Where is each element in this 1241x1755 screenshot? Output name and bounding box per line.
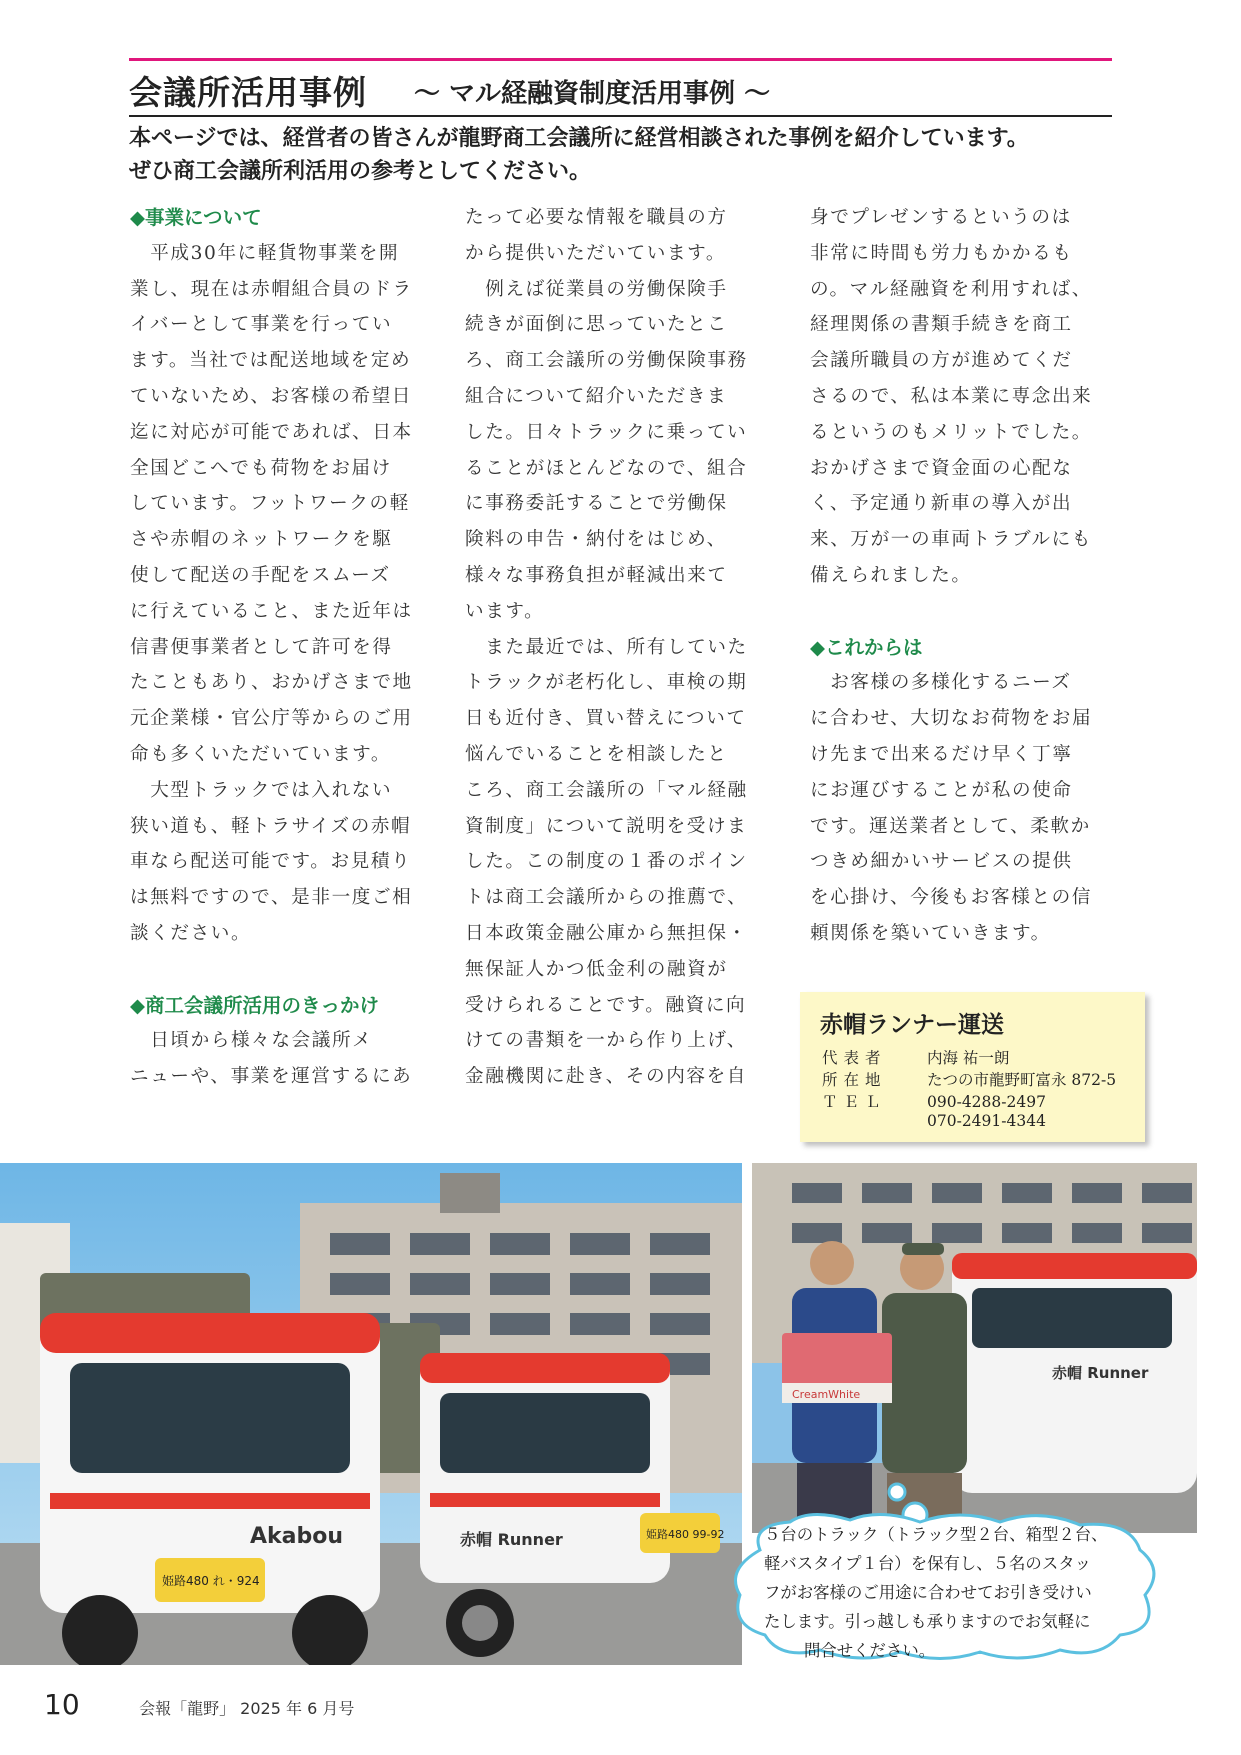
text-line: トラックが老朽化し、車検の期 — [465, 672, 748, 694]
text-line: 資制度」について説明を受けま — [465, 815, 748, 837]
box-label: CreamWhite — [792, 1388, 861, 1401]
text-line: 命も多くいただいています。 — [130, 743, 392, 765]
rep-value: 内海 祐一朗 — [927, 1049, 1010, 1067]
page-header — [129, 58, 1112, 117]
text-line: から提供いただいています。 — [465, 242, 727, 264]
bubble-line: たします。引っ越しも承りますのでお気軽に — [764, 1612, 1091, 1631]
intro-text — [129, 122, 1119, 188]
text-line: 様々な事務負担が軽減出来て — [465, 564, 728, 586]
text-line: ることがほとんどなので、組合 — [465, 457, 748, 479]
text-line: した。日々トラックに乗ってい — [465, 421, 748, 443]
plate-right: 姫路480 99-92 — [646, 1528, 725, 1541]
text-line: は無料ですので、是非一度ご相 — [130, 887, 413, 909]
trucks-photo — [0, 1163, 742, 1665]
address-value: たつの市龍野町富永 872-5 — [927, 1071, 1117, 1089]
rep-label: 代表者 — [822, 1049, 887, 1067]
text-line: け先まで出来るだけ早く丁寧 — [810, 743, 1073, 765]
page-number: 10 — [44, 1688, 80, 1721]
text-line: 続きが面倒に思っていたとこ — [465, 314, 728, 336]
text-line: 使して配送の手配をスムーズ — [130, 564, 391, 586]
intro-line: ぜひ商工会議所利活用の参考としてください。 — [129, 159, 592, 184]
text-line: に事務委託することで労働保 — [465, 493, 728, 515]
text-line: 信書便事業者として許可を得 — [130, 636, 393, 658]
text-line: ていないため、お客様の希望日 — [130, 385, 412, 407]
text-line: 身でプレゼンするというのは — [810, 207, 1072, 228]
text-line: に行えていること、また近年は — [130, 600, 413, 622]
text-line: さや赤帽のネットワークを駆 — [130, 529, 393, 551]
company-tel-row-2 — [822, 1112, 1046, 1130]
company-address-row — [822, 1068, 1116, 1090]
text-line: にお運びすることが私の使命 — [810, 779, 1073, 801]
publication-info: 会報「龍野」 2025 年 6 月号 — [139, 1699, 355, 1718]
text-line: く、予定通り新車の導入が出 — [810, 493, 1073, 515]
text-line: さるので、私は本業に専念出来 — [810, 385, 1093, 407]
text-line: 日頃から様々な会議所メ — [130, 1030, 373, 1052]
paragraph — [130, 236, 440, 773]
article-column-3 — [810, 200, 1120, 952]
paragraph — [130, 773, 440, 952]
text-line: 来、万が一の車両トラブルにも — [810, 529, 1092, 551]
company-info-box — [800, 992, 1145, 1142]
paragraph — [465, 200, 775, 272]
text-line: に合わせ、大切なお荷物をお届 — [810, 708, 1093, 730]
text-line: です。運送業者として、柔軟か — [810, 815, 1091, 837]
text-line: 無保証人かつ低金利の融資が — [465, 958, 728, 980]
company-tel-row — [822, 1090, 1046, 1112]
article-column-2 — [465, 200, 775, 1095]
address-label: 所在地 — [822, 1071, 887, 1089]
bubble-line: ５台のトラック（トラック型２台、箱型２台、 — [764, 1525, 1108, 1544]
text-line: 車なら配送可能です。お見積り — [130, 851, 412, 873]
paragraph — [465, 630, 775, 1095]
page-footer — [44, 1688, 354, 1721]
text-line: ろ、商工会議所の労働保険事務 — [465, 350, 748, 372]
text-line: 備えられました。 — [810, 564, 972, 586]
text-line: しています。フットワークの軽 — [130, 493, 410, 515]
truck-door-text: 赤帽 Runner — [460, 1530, 563, 1549]
text-line: 険料の申告・納付をはじめ、 — [465, 529, 727, 551]
text-line: います。 — [465, 600, 545, 622]
text-line: 業し、現在は赤帽組合員のドラ — [130, 278, 413, 300]
text-line: けての書類を一から作り上げ、 — [465, 1030, 747, 1052]
text-line: 平成30年に軽貨物事業を開 — [130, 242, 400, 264]
section-heading-business: ◆事業について — [130, 206, 262, 229]
text-line: 元企業様・官公庁等からのご用 — [130, 708, 413, 730]
text-line: 受けられることです。融資に向 — [465, 994, 747, 1016]
text-line: たって必要な情報を職員の方 — [465, 207, 728, 228]
text-line: 大型トラックでは入れない — [130, 779, 393, 801]
text-line: つきめ細かいサービスの提供 — [810, 851, 1073, 873]
text-line: おかげさまで資金面の心配な — [810, 457, 1073, 479]
company-name: 赤帽ランナー運送 — [820, 1011, 1004, 1038]
text-line: イバーとして事業を行ってい — [130, 314, 393, 336]
text-line: 例えば従業員の労働保険手 — [465, 278, 728, 300]
text-line: ます。当社では配送地域を定め — [130, 350, 412, 372]
text-line: の。マル経融資を利用すれば、 — [810, 278, 1092, 300]
bubble-caption — [764, 1520, 1164, 1665]
text-line: 会議所職員の方が進めてくだ — [810, 350, 1073, 372]
text-line: 日も近付き、買い替えについて — [465, 708, 747, 730]
paragraph — [130, 1023, 440, 1095]
text-line: お客様の多様化するニーズ — [810, 672, 1072, 694]
tel-label: ＴＥＬ — [822, 1093, 887, 1111]
text-line: トは商工会議所からの推薦で、 — [465, 887, 748, 909]
text-line: を心掛け、今後もお客様との信 — [810, 887, 1092, 909]
section-heading-future: ◆これからは — [810, 635, 923, 659]
paragraph — [465, 272, 775, 630]
text-line: ころ、商工会議所の「マル経融 — [465, 779, 748, 801]
text-line: 組合について紹介いただきま — [465, 385, 728, 407]
text-line: 狭い道も、軽トラサイズの赤帽 — [130, 815, 412, 837]
bubble-line: 問合せください。 — [804, 1641, 936, 1660]
bubble-line: 軽バスタイプ１台）を保有し、５名のスタッ — [764, 1554, 1091, 1573]
article-column-1 — [130, 200, 440, 1095]
text-line: した。この制度の１番のポイン — [465, 851, 748, 873]
truck-brand: Akabou — [250, 1524, 344, 1549]
text-line: たこともあり、おかげさまで地 — [130, 672, 413, 694]
truck-door-text-2: 赤帽 Runner — [1052, 1364, 1149, 1382]
plate-left: 姫路480 れ・924 — [162, 1574, 260, 1588]
text-line: 頼関係を築いていきます。 — [810, 922, 1051, 944]
text-line: ニューや、事業を運営するにあ — [130, 1066, 413, 1088]
text-line: 全国どこへでも荷物をお届け — [130, 457, 392, 479]
text-line: また最近では、所有していた — [465, 636, 748, 658]
text-line: 迄に対応が可能であれば、日本 — [130, 421, 413, 443]
text-line: 非常に時間も労力もかかるも — [810, 242, 1073, 264]
company-rep-row — [822, 1046, 1009, 1068]
bubble-line: フがお客様のご用途に合わせてお引き受けい — [764, 1583, 1092, 1602]
text-line: るというのもメリットでした。 — [810, 421, 1092, 443]
tel-value-1: 090-4288-2497 — [927, 1093, 1046, 1111]
text-line: 談ください。 — [130, 922, 252, 944]
trucks-illustration — [0, 1163, 742, 1665]
paragraph — [810, 200, 1120, 594]
paragraph — [810, 665, 1120, 951]
tel-value-2: 070-2491-4344 — [927, 1112, 1046, 1130]
intro-line: 本ページでは、経営者の皆さんが龍野商工会議所に経営相談された事例を紹介しています。 — [129, 126, 1029, 151]
section-heading-trigger: ◆商工会議所活用のきっかけ — [130, 993, 379, 1017]
page-subtitle: ～ マル経融資制度活用事例 ～ — [414, 79, 771, 109]
text-line: 経理関係の書類手続きを商工 — [810, 314, 1073, 336]
text-line: 金融機関に赴き、その内容を自 — [465, 1066, 747, 1088]
page-title: 会議所活用事例 — [129, 73, 367, 112]
text-line: 日本政策金融公庫から無担保・ — [465, 922, 748, 944]
text-line: 悩んでいることを相談したと — [465, 743, 728, 765]
